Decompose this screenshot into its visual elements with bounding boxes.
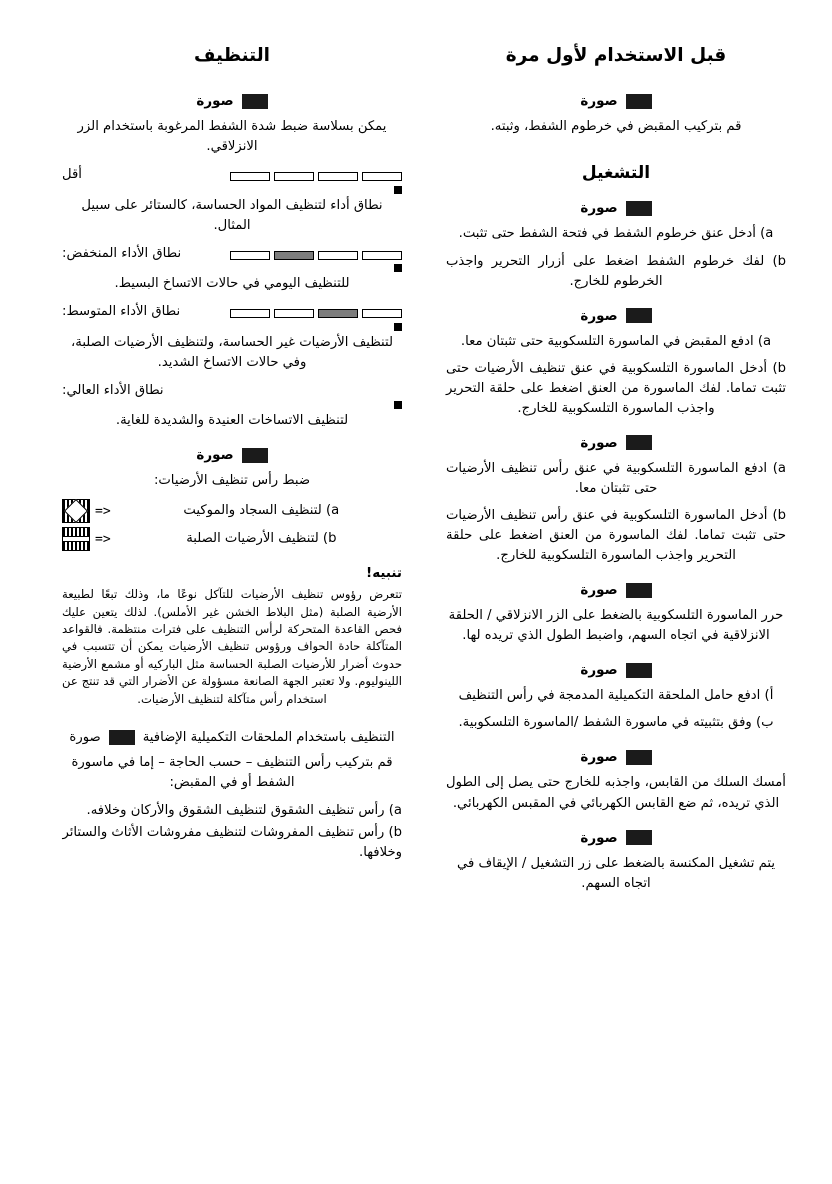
figure-label: صورة (196, 93, 234, 110)
power-level-description: للتنظيف اليومي في حالات الاتساخ البسيط. (114, 276, 350, 292)
step-text: وفق بتثبيته في ماسورة الشفط /الماسورة التلسكوبية. (458, 715, 752, 731)
step-list (446, 686, 786, 733)
left-column (62, 44, 402, 1164)
nozzle-option-marker: b) (322, 531, 337, 547)
square-bullet-icon (394, 401, 402, 409)
figure-box-icon (626, 663, 652, 678)
accessory-figure-heading (62, 730, 402, 745)
figure-box-icon (109, 730, 135, 745)
carpet-icon-group (62, 499, 111, 523)
figure-heading (62, 447, 402, 463)
figure-label: صورة (580, 93, 618, 110)
figure-heading (446, 830, 786, 846)
figure-box-icon (242, 448, 268, 463)
accessory-text: رأس تنظيف الشقوق لتنظيف الشقوق والأركان وخلافه. (86, 803, 385, 819)
arrow-left-icon: <= (95, 503, 111, 519)
caution-body: تتعرض رؤوس تنظيف الأرضيات للتآكل نوعًا ما، وذلك تبعًا لطبيعة الأرضية الصلبة (مثل البلاط الخشن غير الأملس). لذلك يتعين عليك فحص القاعدة المتحركة لرأس التنظيف على فترات منتظمة. فالقواعد المتآكلة حادة الحواف ورؤوس تنظيف الأرضيات يمكن أن تتسبب في حدوث أضرار للأرضيات الصلبة الحساسة مثل الباركيه أو مشمع الأرضية اللينوليوم. ولا تعتبر الجهة الصانعة مسؤولة عن الأضرار التي قد تنتج عن استخدام رأس متآكلة لتنظيف الأرضيات. (62, 587, 402, 706)
step-marker: b) (772, 360, 786, 376)
step-marker: b) (772, 508, 786, 523)
step-text: أدخل عنق خرطوم الشفط في فتحة الشفط حتى تثبت. (458, 226, 756, 242)
page-title-before-first-use: قبل الاستخدام لأول مرة (505, 45, 727, 66)
list-item (446, 713, 786, 733)
switch-paragraph: يتم تشغيل المكنسة بالضغط على زر التشغيل / الإيقاف في اتجاه السهم. (456, 855, 775, 891)
nozzle-option-text (121, 529, 402, 549)
list-item (446, 332, 786, 352)
step-text: لفك خرطوم الشفط اضغط على أزرار التحرير واجذب الخرطوم للخارج. (446, 253, 765, 289)
cleaning-intro-paragraph: يمكن بسلاسة ضبط شدة الشفط المرغوبة باستخدام الزر الانزلاقي. (77, 119, 387, 155)
figure-heading (446, 662, 786, 678)
figure-box-icon (626, 308, 652, 323)
power-level-row (62, 381, 402, 401)
accessory-text: رأس تنظيف المفروشات لتنظيف مفروشات الأثاث والستائر وخلافها. (62, 824, 402, 860)
power-level-label: نطاق الأداء العالي: (62, 382, 164, 398)
power-level-bullet (62, 264, 402, 272)
right-column (446, 44, 786, 1164)
power-level-description: لتنظيف الاتساخات العنيدة والشديدة للغاية. (115, 413, 349, 429)
step-marker: a) (772, 460, 786, 476)
step-text: ادفع الماسورة التلسكوبية في عنق رأس تنظيف الأرضيات حتى تثبتان معا. (446, 460, 768, 496)
power-level-description: لتنظيف الأرضيات غير الحساسة، ولتنظيف الأرضيات الصلبة، وفي حالات الاتساخ الشديد. (71, 335, 393, 370)
gauge-segment (318, 172, 358, 181)
arrow-left-icon: <= (95, 531, 111, 547)
power-gauge-icon (230, 251, 402, 260)
power-level-row (62, 244, 402, 264)
figure-box-icon (242, 94, 268, 109)
list-item (446, 686, 786, 706)
nozzle-option-carpet (62, 499, 402, 523)
nozzle-option-label: لتنظيف الأرضيات الصلبة (186, 531, 319, 547)
step-text: ادفع المقبض في الماسورة التلسكوبية حتى تثبتان معا. (460, 333, 754, 349)
square-bullet-icon (394, 186, 402, 194)
figure-label: صورة (580, 307, 618, 324)
list-item (62, 823, 402, 863)
figure-label: صورة (580, 582, 618, 599)
step-marker: ب) (755, 715, 774, 731)
gauge-segment (230, 251, 270, 260)
power-level-bullet (62, 186, 402, 194)
figure-heading (446, 93, 786, 109)
list-item (446, 224, 786, 244)
intro-paragraph: قم بتركيب المقبض في خرطوم الشفط، وثبته. (490, 119, 742, 135)
hard-floor-icon (62, 527, 90, 551)
figure-heading (446, 582, 786, 598)
power-level-bullet (62, 401, 402, 409)
step-text: أدخل الماسورة التلسكوبية في عنق رأس تنظيف الأرضيات حتى تثبت تماما. لفك الماسورة من العنق اضغط على حلقة التحرير واجذب الماسورة التلسكوبية للخارج. (446, 508, 786, 564)
figure-label: صورة (580, 749, 618, 766)
figure-label: صورة (580, 434, 618, 451)
step-marker: a) (760, 226, 774, 242)
step-marker: b) (772, 253, 786, 269)
step-list (446, 459, 786, 566)
figure-heading (446, 435, 786, 451)
telescope-paragraph: حرر الماسورة التلسكوبية بالضغط على الزر الانزلاقي / الحلقة الانزلاقية في اتجاه السهم، واضبط الطول الذي تريده لها. (448, 608, 784, 644)
section-title-operation: التشغيل (581, 163, 651, 184)
power-level-bullet (62, 323, 402, 331)
power-level-label: أقل (62, 167, 82, 183)
list-item (446, 252, 786, 292)
nozzle-intro-paragraph: ضبط رأس تنظيف الأرضيات: (153, 473, 311, 489)
page-title-cleaning: التنظيف (194, 45, 270, 66)
list-item (62, 801, 402, 821)
power-level-row (62, 302, 402, 322)
cable-paragraph: أمسك السلك من القابس، واجذبه للخارج حتى يصل إلى الطول الذي تريده، ثم ضع القابس الكهربائي في المقبس الكهربائي. (446, 775, 786, 811)
gauge-segment-filled (274, 251, 314, 260)
nozzle-option-text (121, 501, 402, 521)
list-item (446, 359, 786, 419)
step-list (446, 332, 786, 419)
step-text: ادفع حامل الملحقة التكميلية المدمجة في رأس التنظيف (458, 688, 761, 704)
caution-title: تنبيه! (366, 565, 402, 582)
step-text: أدخل الماسورة التلسكوبية في عنق تنظيف الأرضيات حتى تثبت تماما. لفك الماسورة من العنق اضغط على حلقة التحرير واجذب الماسورة التلسكوبية للخارج. (446, 360, 786, 416)
list-item (446, 459, 786, 499)
gauge-segment (230, 309, 270, 318)
figure-box-icon (626, 583, 652, 598)
step-marker: a) (757, 333, 772, 349)
figure-box-icon (626, 201, 652, 216)
figure-heading (446, 749, 786, 765)
gauge-segment (230, 172, 270, 181)
figure-box-icon (626, 830, 652, 845)
power-gauge-icon (230, 309, 402, 318)
power-level-label: نطاق الأداء المنخفض: (62, 245, 182, 261)
gauge-segment (274, 309, 314, 318)
power-gauge-icon (230, 172, 402, 181)
figure-label: صورة (580, 200, 618, 217)
figure-label: صورة (580, 829, 618, 846)
nozzle-option-label: لتنظيف السجاد والموكيت (183, 503, 322, 519)
figure-heading (446, 200, 786, 216)
figure-label: صورة (196, 447, 234, 464)
gauge-segment-filled (318, 309, 358, 318)
square-bullet-icon (394, 323, 402, 331)
figure-box-icon (626, 94, 652, 109)
power-level-description: نطاق أداء لتنظيف المواد الحساسة، كالستائر على سبيل المثال. (81, 198, 383, 233)
hard-floor-icon-group (62, 527, 111, 551)
accessory-marker: a) (388, 803, 402, 819)
power-level-label: نطاق الأداء المتوسط: (62, 304, 181, 320)
figure-label: صورة (69, 730, 101, 746)
figure-box-icon (626, 435, 652, 450)
two-column-layout (46, 44, 786, 1164)
step-list (446, 224, 786, 291)
figure-label: صورة (580, 662, 618, 679)
figure-heading (446, 308, 786, 324)
power-level-row (62, 165, 402, 185)
list-item (446, 506, 786, 566)
nozzle-option-hard-floor (62, 527, 402, 551)
gauge-segment (362, 172, 402, 181)
nozzle-option-marker: a) (325, 503, 340, 519)
figure-heading (62, 93, 402, 109)
carpet-icon (62, 499, 90, 523)
gauge-segment (362, 251, 402, 260)
accessory-list (62, 801, 402, 862)
gauge-segment (318, 251, 358, 260)
accessory-marker: b) (388, 824, 402, 840)
square-bullet-icon (394, 264, 402, 272)
accessory-intro: قم بتركيب رأس التنظيف – حسب الحاجة – إما في ماسورة الشفط أو في المقبض: (71, 755, 393, 791)
step-marker: أ) (764, 688, 774, 704)
accessory-title: التنظيف باستخدام الملحقات التكميلية الإضافية (142, 730, 395, 746)
figure-box-icon (626, 750, 652, 765)
gauge-segment (274, 172, 314, 181)
gauge-segment (362, 309, 402, 318)
